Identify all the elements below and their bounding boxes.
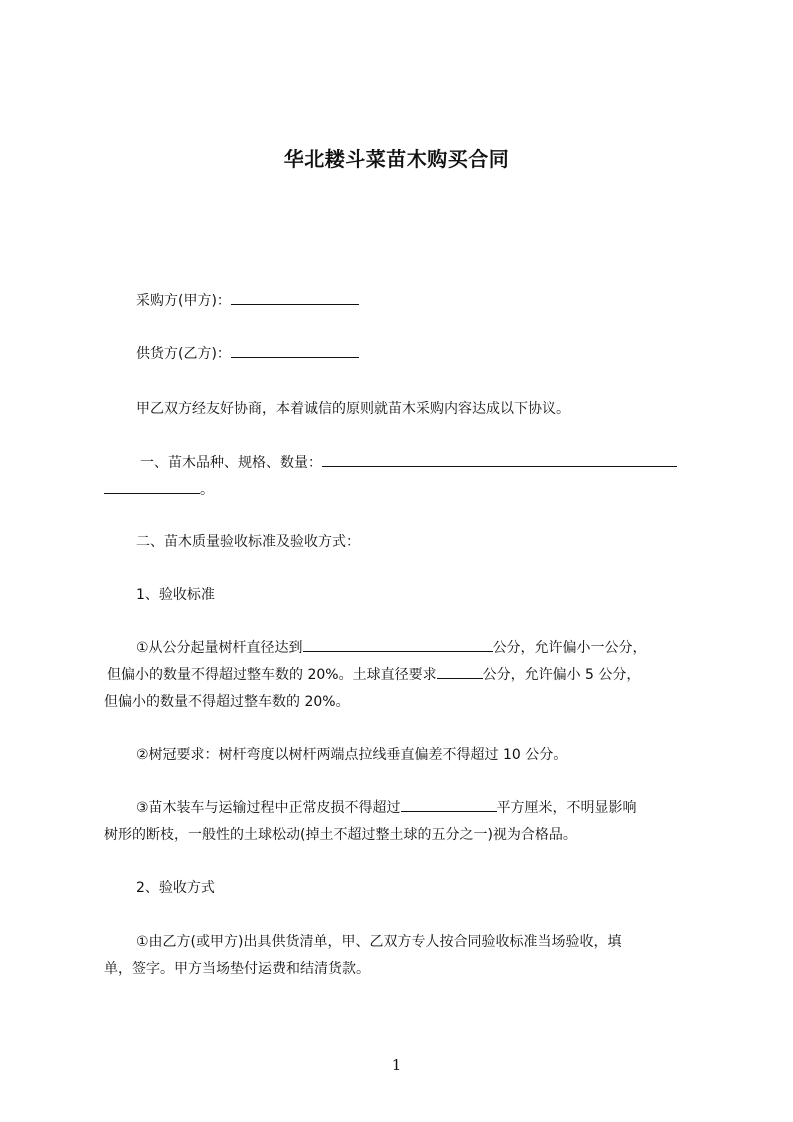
item1-line3: 但偏小的数量不得超过整车数的 20%。 (104, 694, 350, 710)
document-title: 华北耧斗菜苗木购买合同 (283, 147, 510, 171)
supplier-line (104, 344, 736, 364)
item1-line2-post: 公分，允许偏小 5 公分， (482, 667, 641, 683)
section1-line (104, 453, 740, 473)
section1-label: 一、苗木品种、规格、数量： (140, 455, 322, 471)
item1-line2-pre: 但偏小的数量不得超过整车数的 20%。土球直径要求 (107, 667, 437, 683)
buyer-label: 采购方(甲方)： (136, 293, 231, 309)
item1-line1 (104, 638, 736, 658)
item3-line2: 树形的断枝，一般性的土球松动(掉土不超过整土球的五分之一)视为合格品。 (104, 827, 577, 843)
sub1-heading: 1、验收标准 (136, 587, 215, 603)
skin-damage-blank[interactable] (401, 798, 497, 812)
ball-diameter-blank[interactable] (437, 665, 483, 679)
method1-line1: ①由乙方(或甲方)出具供货清单，甲、乙双方专人按合同验收标准当场验收，填 (136, 934, 622, 950)
preamble: 甲乙双方经友好协商，本着诚信的原则就苗木采购内容达成以下协议。 (136, 401, 570, 417)
method1-line2: 单，签字。甲方当场垫付运费和结清货款。 (104, 961, 370, 977)
diameter-blank[interactable] (303, 638, 493, 652)
supplier-label: 供货方(乙方)： (136, 346, 231, 362)
section2-heading: 二、苗木质量验收标准及验收方式： (136, 534, 360, 550)
section1-blank-1[interactable] (322, 453, 677, 467)
supplier-blank[interactable] (231, 344, 359, 358)
item1-line1-post: 公分，允许偏小一公分， (492, 640, 647, 656)
section1-continuation (104, 480, 704, 500)
section1-blank-2[interactable] (104, 480, 200, 494)
item1-line2 (104, 665, 707, 685)
sub2-heading: 2、验收方式 (136, 880, 215, 896)
item3-line1-post: 平方厘米，不明显影响 (496, 800, 637, 816)
buyer-line (104, 291, 736, 311)
item1-line1-pre: ①从公分起量树杆直径达到 (136, 640, 303, 656)
item2: ②树冠要求：树杆弯度以树杆两端点拉线垂直偏差不得超过 10 公分。 (136, 747, 568, 763)
item3-line1-pre: ③苗木装车与运输过程中正常皮损不得超过 (136, 800, 401, 816)
section1-end: 。 (200, 482, 214, 498)
page-number: 1 (391, 1056, 402, 1074)
buyer-blank[interactable] (231, 291, 359, 305)
item3-line1 (104, 798, 736, 818)
